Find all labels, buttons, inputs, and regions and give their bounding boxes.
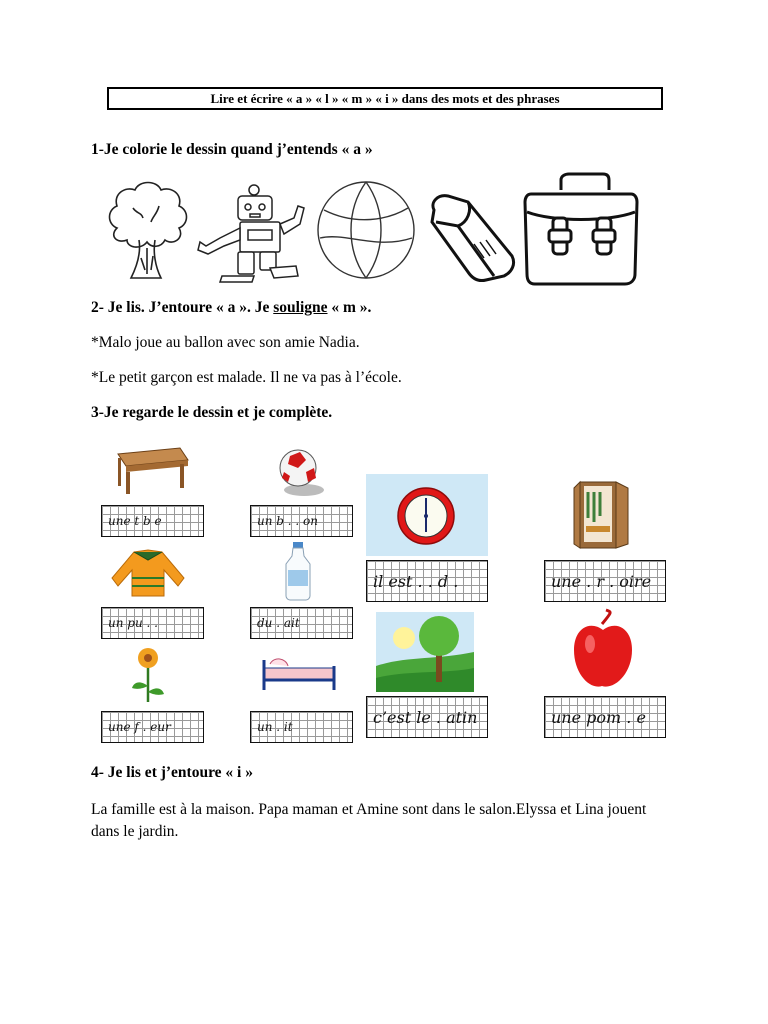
table-picture: [114, 446, 190, 496]
heading-underlined-word: souligne: [273, 299, 328, 316]
wardrobe-picture: [574, 478, 630, 550]
sentence-2: *Le petit garçon est malade. Il ne va pas à l’école.: [91, 369, 402, 386]
heading-text: 2- Je lis. J’entoure « a ». Je: [91, 299, 274, 316]
schoolbag-drawing: [523, 174, 639, 286]
bed-picture: [262, 654, 338, 692]
sweater-picture: [108, 548, 188, 598]
word-box-pull[interactable]: un pu . .: [101, 607, 204, 639]
exercise-4-heading: 4- Je lis et j’entoure « i »: [91, 764, 253, 781]
page-title: Lire et écrire « a » « l » « m » « i » dans des mots et des phrases: [107, 87, 663, 110]
heading-text: « m ».: [327, 299, 372, 316]
word-box-matin[interactable]: c’est le . atin: [366, 696, 488, 738]
morning-landscape-picture: [376, 612, 474, 692]
word-box-armoire[interactable]: une . r . oire: [544, 560, 666, 602]
exercise-4-paragraph: La famille est à la maison. Papa maman et Amine sont dans le salon.Elyssa et Lina jouent dans le jardin.: [91, 801, 647, 840]
flower-picture: [130, 646, 166, 704]
word-box-ballon[interactable]: un b . . on: [250, 505, 353, 537]
milk-bottle-picture: [284, 540, 312, 600]
word-box-pomme[interactable]: une pom . e: [544, 696, 666, 738]
sentence-1: *Malo joue au ballon avec son amie Nadia.: [91, 334, 360, 351]
robot-drawing: [194, 184, 306, 284]
word-box-table[interactable]: une t b e: [101, 505, 204, 537]
clock-picture: [396, 484, 456, 548]
exercise-2-heading: [91, 299, 371, 317]
word-box-lit[interactable]: un . it: [250, 711, 353, 743]
exercise-3-heading: 3-Je regarde le dessin et je complète.: [91, 404, 333, 421]
ball-drawing: [316, 180, 416, 280]
exercise-1-heading: 1-Je colorie le dessin quand j’entends « a »: [91, 141, 373, 158]
word-box-horloge[interactable]: il est . . d .: [366, 560, 488, 602]
apple-picture: [572, 610, 634, 690]
word-box-fleur[interactable]: une f . eur: [101, 711, 204, 743]
eraser-drawing: [428, 192, 516, 282]
word-box-lait[interactable]: du . ait: [250, 607, 353, 639]
tree-drawing: [105, 178, 189, 280]
soccer-ball-picture: [276, 446, 324, 498]
